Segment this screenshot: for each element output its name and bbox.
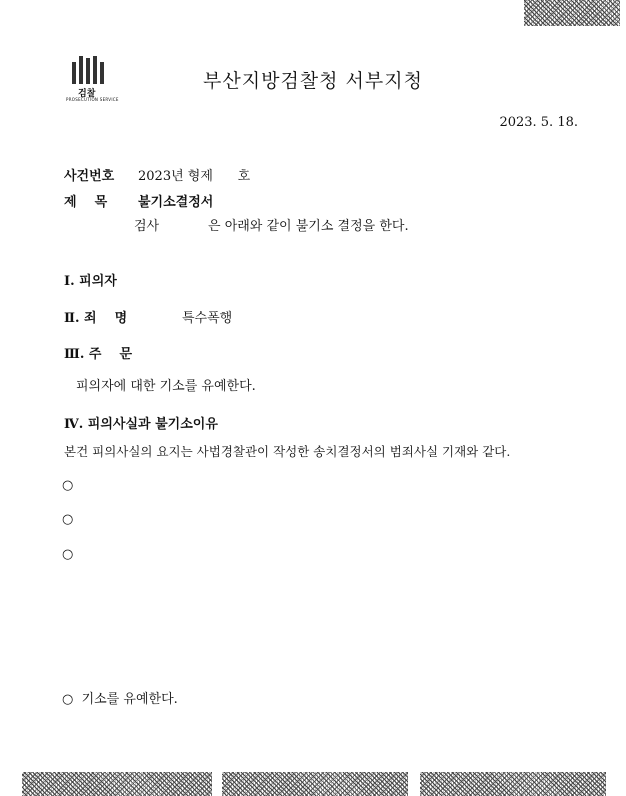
final-statement: ○ 기소를 유예한다. (62, 692, 178, 707)
redacted-block-top (524, 0, 620, 26)
document-date: 2023. 5. 18. (499, 115, 578, 130)
bullet-2: ○ (62, 512, 74, 527)
case-number-label: 사건번호 (64, 169, 115, 184)
section-order-text: 피의자에 대한 기소를 유예한다. (76, 379, 256, 394)
logo-name: 검찰 (78, 89, 96, 99)
section-facts-label: Ⅳ. 피의사실과 불기소이유 (64, 417, 218, 432)
logo-subtitle: PROSECUTION SERVICE (66, 97, 119, 102)
intro-prosecutor: 검사 (134, 219, 160, 234)
page-title: 부산지방검찰청 서부지청 (203, 70, 423, 92)
redacted-block-bottom-middle (222, 772, 408, 796)
section-charge-label: Ⅱ. 죄 명 (64, 311, 128, 326)
case-number-value: 2023년 형제 호 (138, 169, 251, 184)
redacted-block-bottom-left (22, 772, 212, 796)
section-order-label: Ⅲ. 주 문 (64, 347, 133, 362)
section-suspect: Ⅰ. 피의자 (64, 274, 117, 289)
intro-text: 은 아래와 같이 불기소 결정을 한다. (208, 219, 409, 234)
bullet-3: ○ (62, 547, 74, 562)
section-facts-text: 본건 피의사실의 요지는 사법경찰관이 작성한 송치결정서의 범죄사실 기재와 같다. (64, 444, 511, 459)
section-charge-value: 특수폭행 (182, 311, 233, 326)
redacted-block-bottom-right (420, 772, 606, 796)
subject-label: 제 목 (64, 195, 108, 210)
bullet-1: ○ (62, 478, 74, 493)
subject-value: 불기소결정서 (138, 195, 214, 210)
